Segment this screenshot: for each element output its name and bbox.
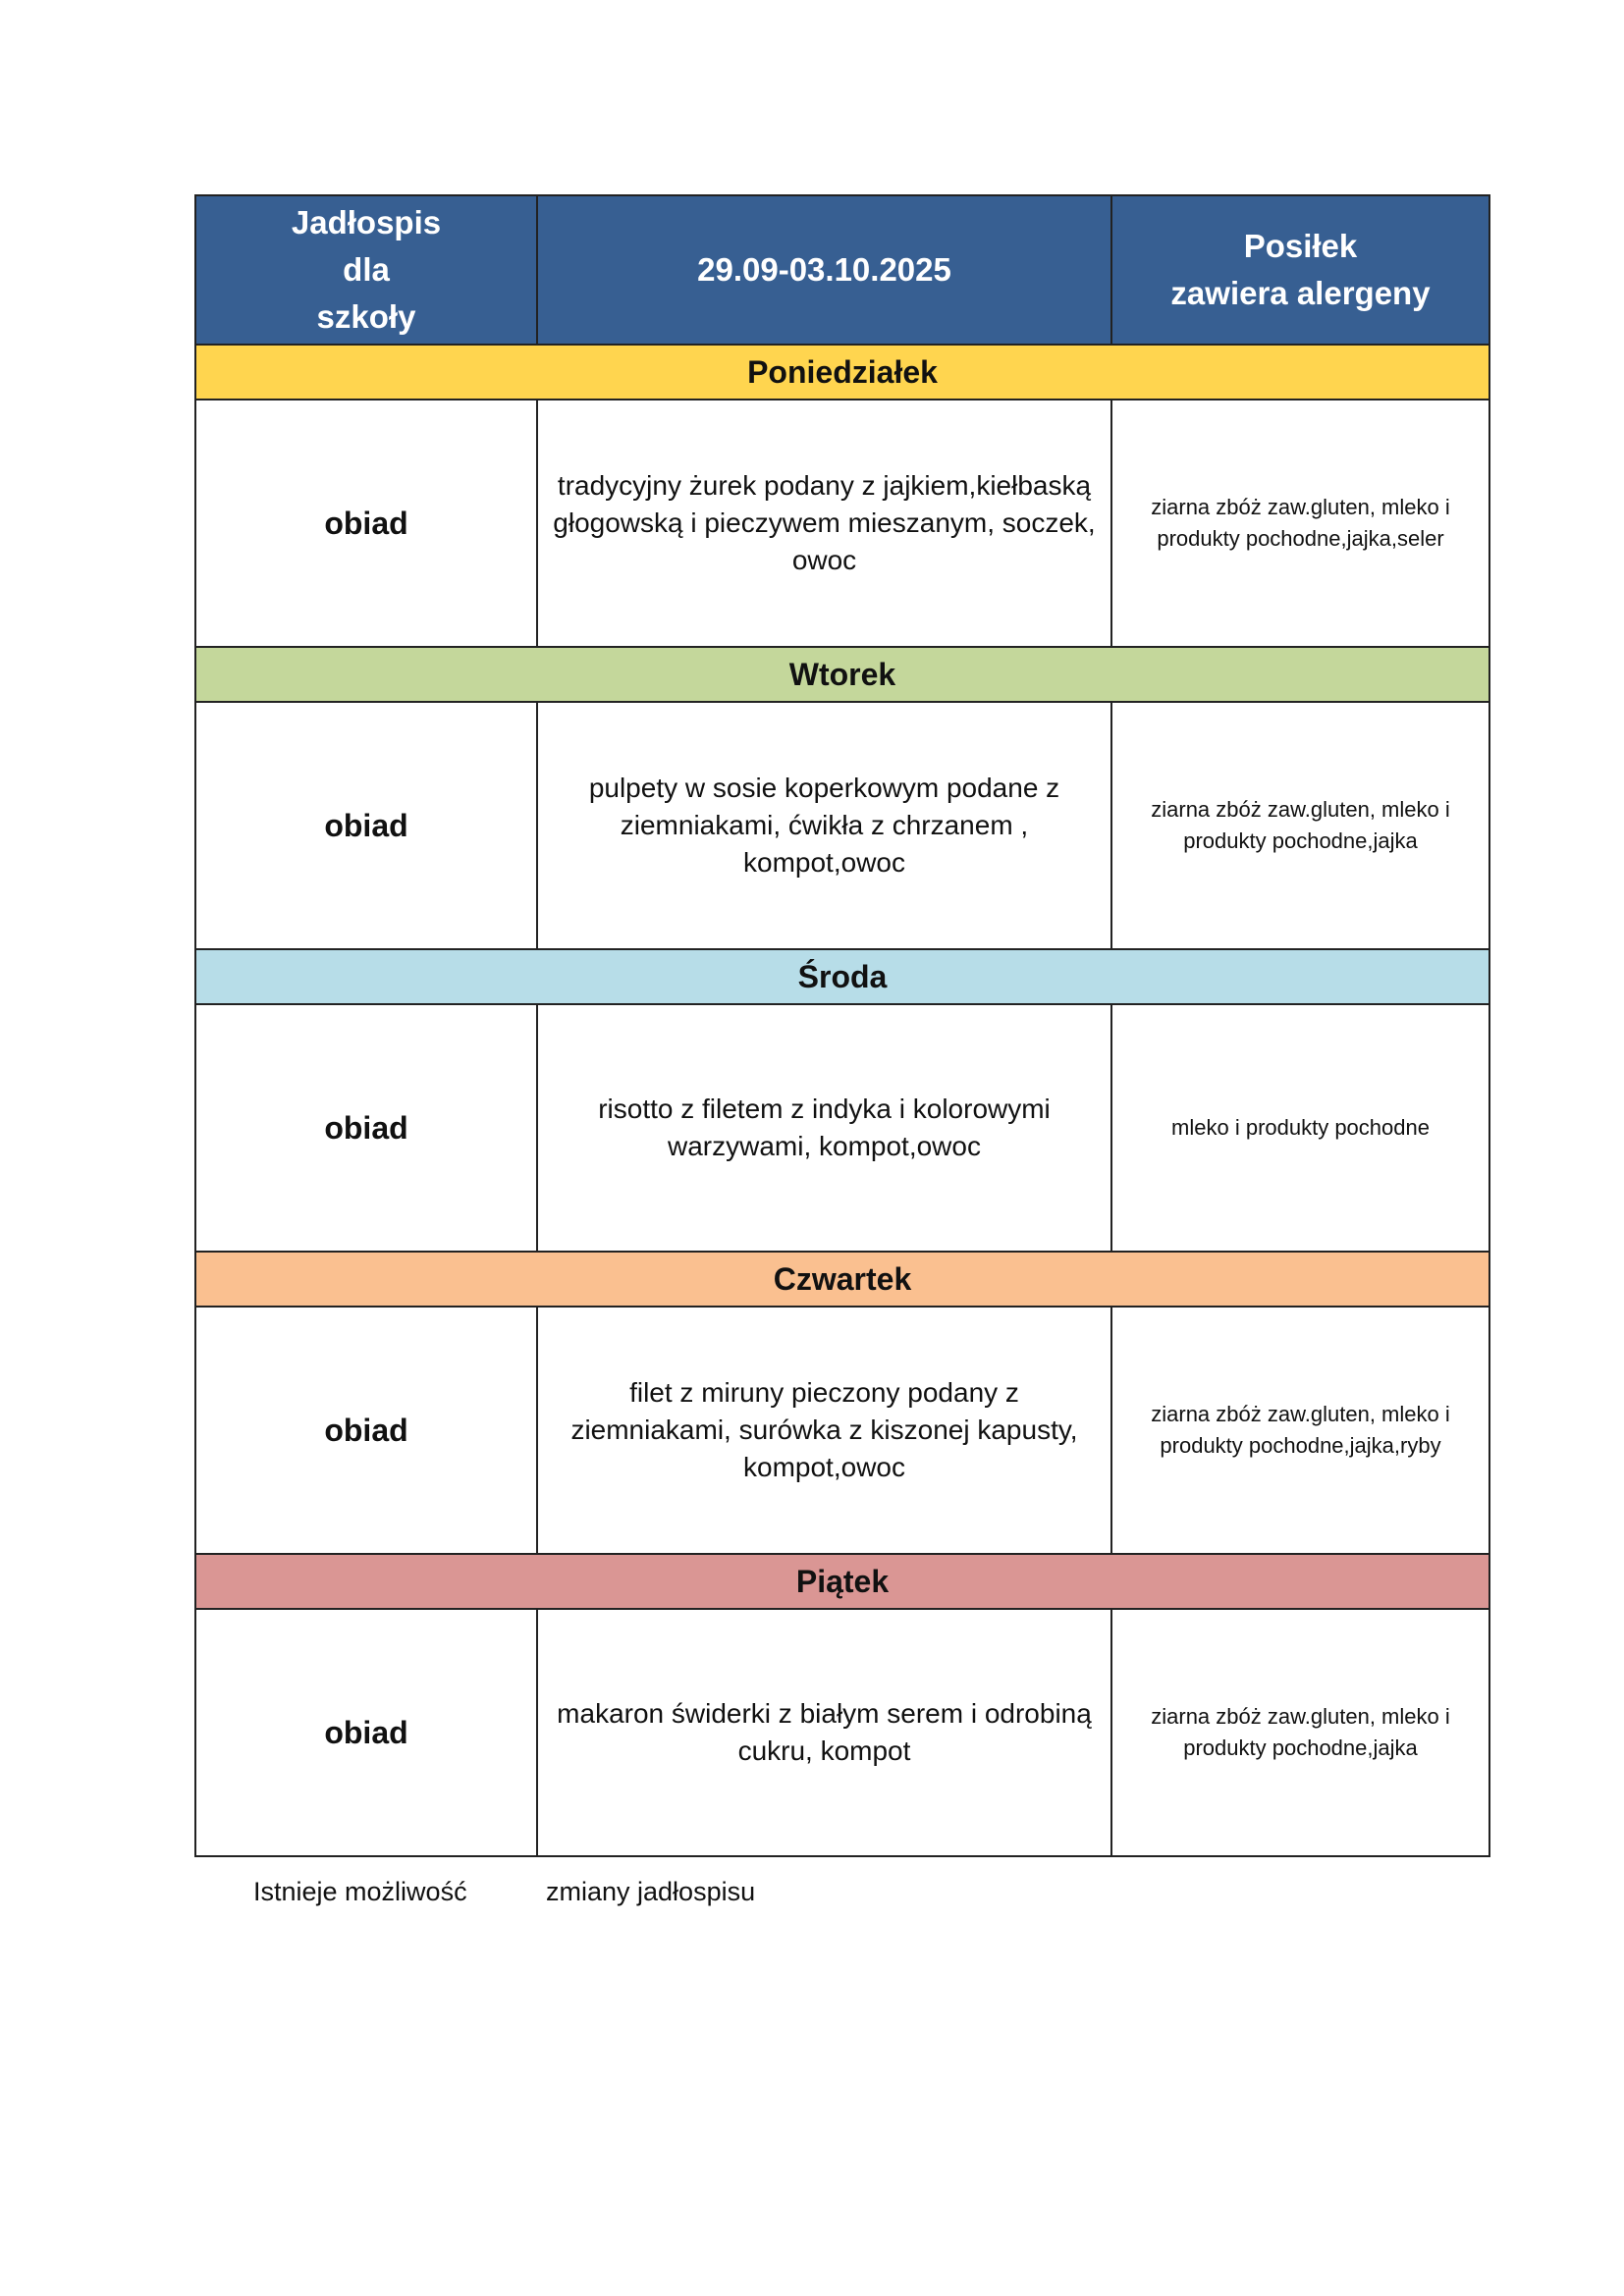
dish-cell: tradycyjny żurek podany z jajkiem,kiełbaską głogowską i pieczywem mieszanym, soczek, owoc	[537, 400, 1111, 647]
meal-row	[195, 400, 1489, 647]
dish-cell: risotto z filetem z indyka i kolorowymi warzywami, kompot,owoc	[537, 1004, 1111, 1252]
allergens-cell: ziarna zbóż zaw.gluten, mleko i produkty pochodne,jajka	[1111, 702, 1489, 949]
meal-type-cell: obiad	[195, 1004, 537, 1252]
allergens-cell: mleko i produkty pochodne	[1111, 1004, 1489, 1252]
meal-row	[195, 1609, 1489, 1856]
dish-cell: makaron świderki z białym serem i odrobiną cukru, kompot	[537, 1609, 1111, 1856]
menu-table	[194, 194, 1490, 1857]
footer-note-right: zmiany jadłospisu	[546, 1877, 756, 1906]
meal-row	[195, 1307, 1489, 1554]
day-name: Wtorek	[195, 647, 1489, 702]
day-row	[195, 949, 1489, 1004]
day-name: Czwartek	[195, 1252, 1489, 1307]
day-name: Środa	[195, 949, 1489, 1004]
allergens-header-line: Posiłek	[1243, 228, 1358, 264]
allergens-header-line: zawiera alergeny	[1170, 275, 1431, 311]
meal-type-cell: obiad	[195, 1307, 537, 1554]
menu-title-cell	[195, 195, 537, 345]
allergens-header-cell	[1111, 195, 1489, 345]
header-row	[195, 195, 1489, 345]
date-range: 29.09-03.10.2025	[697, 251, 951, 288]
allergens-cell: ziarna zbóż zaw.gluten, mleko i produkty pochodne,jajka	[1111, 1609, 1489, 1856]
meal-type-cell: obiad	[195, 702, 537, 949]
dish-cell: filet z miruny pieczony podany z ziemniakami, surówka z kiszonej kapusty, kompot,owoc	[537, 1307, 1111, 1554]
day-row	[195, 647, 1489, 702]
dish-cell: pulpety w sosie koperkowym podane z ziemniakami, ćwikła z chrzanem , kompot,owoc	[537, 702, 1111, 949]
meal-type-cell: obiad	[195, 400, 537, 647]
allergens-cell: ziarna zbóż zaw.gluten, mleko i produkty pochodne,jajka,ryby	[1111, 1307, 1489, 1554]
day-row	[195, 1554, 1489, 1609]
menu-title-line: dla	[343, 251, 390, 288]
menu-title-line: Jadłospis	[291, 204, 442, 240]
meal-row	[195, 1004, 1489, 1252]
day-name: Poniedziałek	[195, 345, 1489, 400]
meal-type-cell: obiad	[195, 1609, 537, 1856]
allergens-cell: ziarna zbóż zaw.gluten, mleko i produkty pochodne,jajka,seler	[1111, 400, 1489, 647]
meal-row	[195, 702, 1489, 949]
date-range-cell	[537, 195, 1111, 345]
menu-title-line: szkoły	[316, 298, 416, 335]
footer-note-left: Istnieje możliwość	[253, 1877, 467, 1906]
day-name: Piątek	[195, 1554, 1489, 1609]
day-row	[195, 1252, 1489, 1307]
day-row	[195, 345, 1489, 400]
